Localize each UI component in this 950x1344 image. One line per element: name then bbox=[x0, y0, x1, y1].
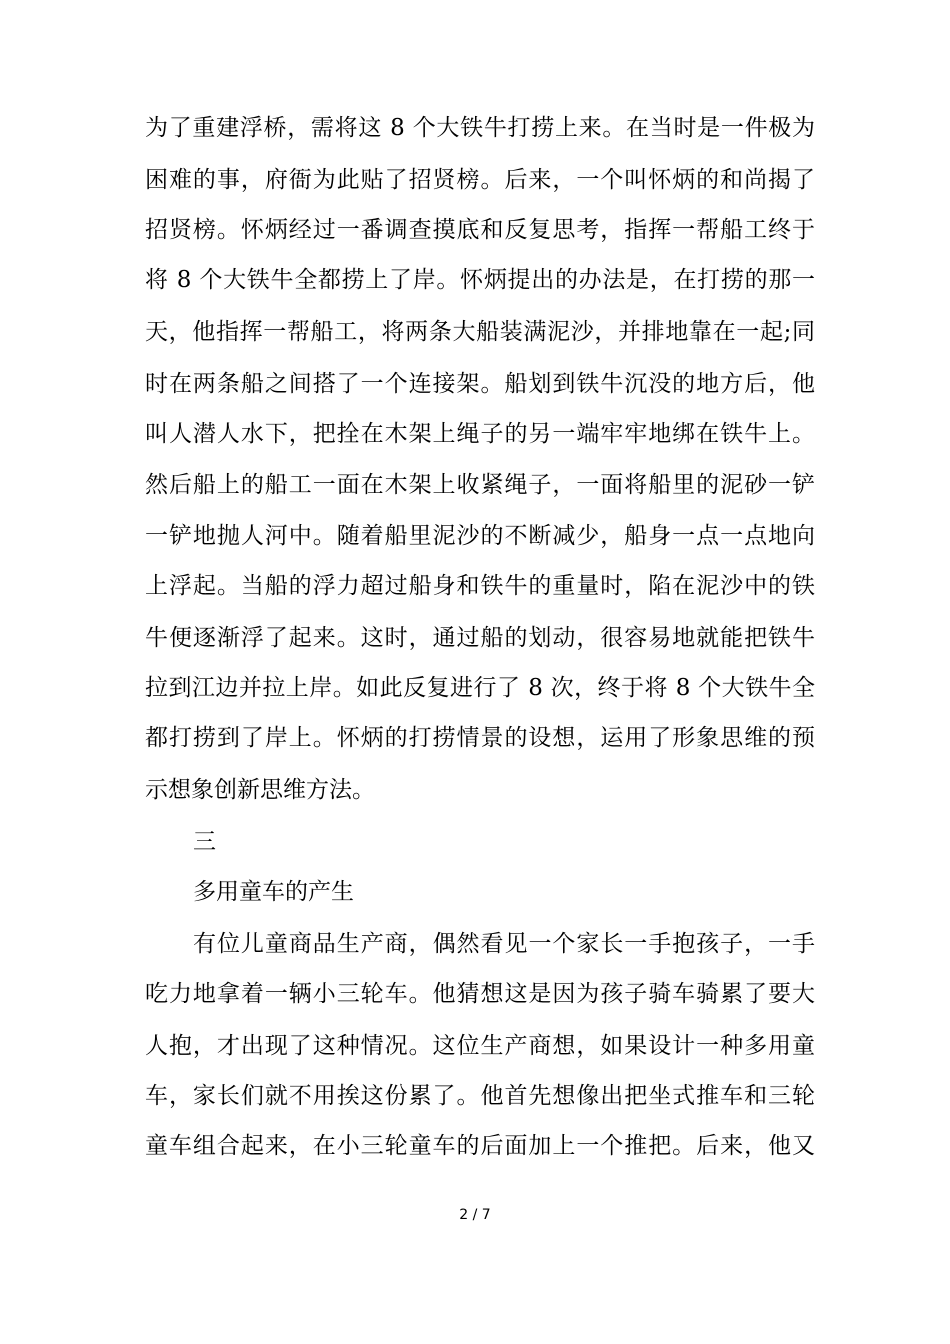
paragraph-line: 有位儿童商品生产商，偶然看见一个家长一手抱孩子，一手 bbox=[193, 931, 815, 957]
paragraph-line: 时在两条船之间搭了一个连接架。船划到铁牛沉没的地方后，他 bbox=[145, 371, 815, 397]
paragraph-line: 为了重建浮桥，需将这 8 个大铁牛打捞上来。在当时是一件极为 bbox=[145, 115, 815, 141]
page-number: 2 / 7 bbox=[459, 1207, 491, 1223]
paragraph-line: 然后船上的船工一面在木架上收紧绳子，一面将船里的泥砂一铲 bbox=[145, 472, 815, 498]
paragraph-line: 拉到江边并拉上岸。如此反复进行了 8 次，终于将 8 个大铁牛全 bbox=[145, 675, 815, 701]
paragraph-line: 吃力地拿着一辆小三轮车。他猜想这是因为孩子骑车骑累了要大 bbox=[145, 981, 815, 1007]
paragraph-line: 车，家长们就不用挨这份累了。他首先想像出把坐式推车和三轮 bbox=[145, 1083, 815, 1109]
paragraph-line: 人抱，才出现了这种情况。这位生产商想，如果设计一种多用童 bbox=[145, 1033, 815, 1059]
paragraph-line: 牛便逐渐浮了起来。这时，通过船的划动，很容易地就能把铁牛 bbox=[145, 625, 815, 651]
paragraph-line: 一铲地抛人河中。随着船里泥沙的不断减少，船身一点一点地向 bbox=[145, 523, 815, 549]
paragraph-line: 天，他指挥一帮船工，将两条大船装满泥沙，并排地靠在一起;同 bbox=[145, 319, 815, 345]
paragraph-line: 叫人潜人水下，把拴在木架上绳子的另一端牢牢地绑在铁牛上。 bbox=[145, 421, 815, 447]
paragraph-line: 上浮起。当船的浮力超过船身和铁牛的重量时，陷在泥沙中的铁 bbox=[145, 573, 815, 599]
paragraph-line: 都打捞到了岸上。怀炳的打捞情景的设想，运用了形象思维的预 bbox=[145, 725, 815, 751]
paragraph-line: 将 8 个大铁牛全都捞上了岸。怀炳提出的办法是，在打捞的那一 bbox=[145, 267, 815, 293]
section-title: 多用童车的产生 bbox=[193, 879, 354, 905]
paragraph-line: 招贤榜。怀炳经过一番调查摸底和反复思考，指挥一帮船工终于 bbox=[145, 217, 815, 243]
paragraph-line: 童车组合起来，在小三轮童车的后面加上一个推把。后来，他又 bbox=[145, 1133, 815, 1159]
section-number: 三 bbox=[193, 829, 216, 855]
paragraph-line: 示想象创新思维方法。 bbox=[145, 777, 375, 803]
paragraph-line: 困难的事，府衙为此贴了招贤榜。后来，一个叫怀炳的和尚揭了 bbox=[145, 167, 815, 193]
